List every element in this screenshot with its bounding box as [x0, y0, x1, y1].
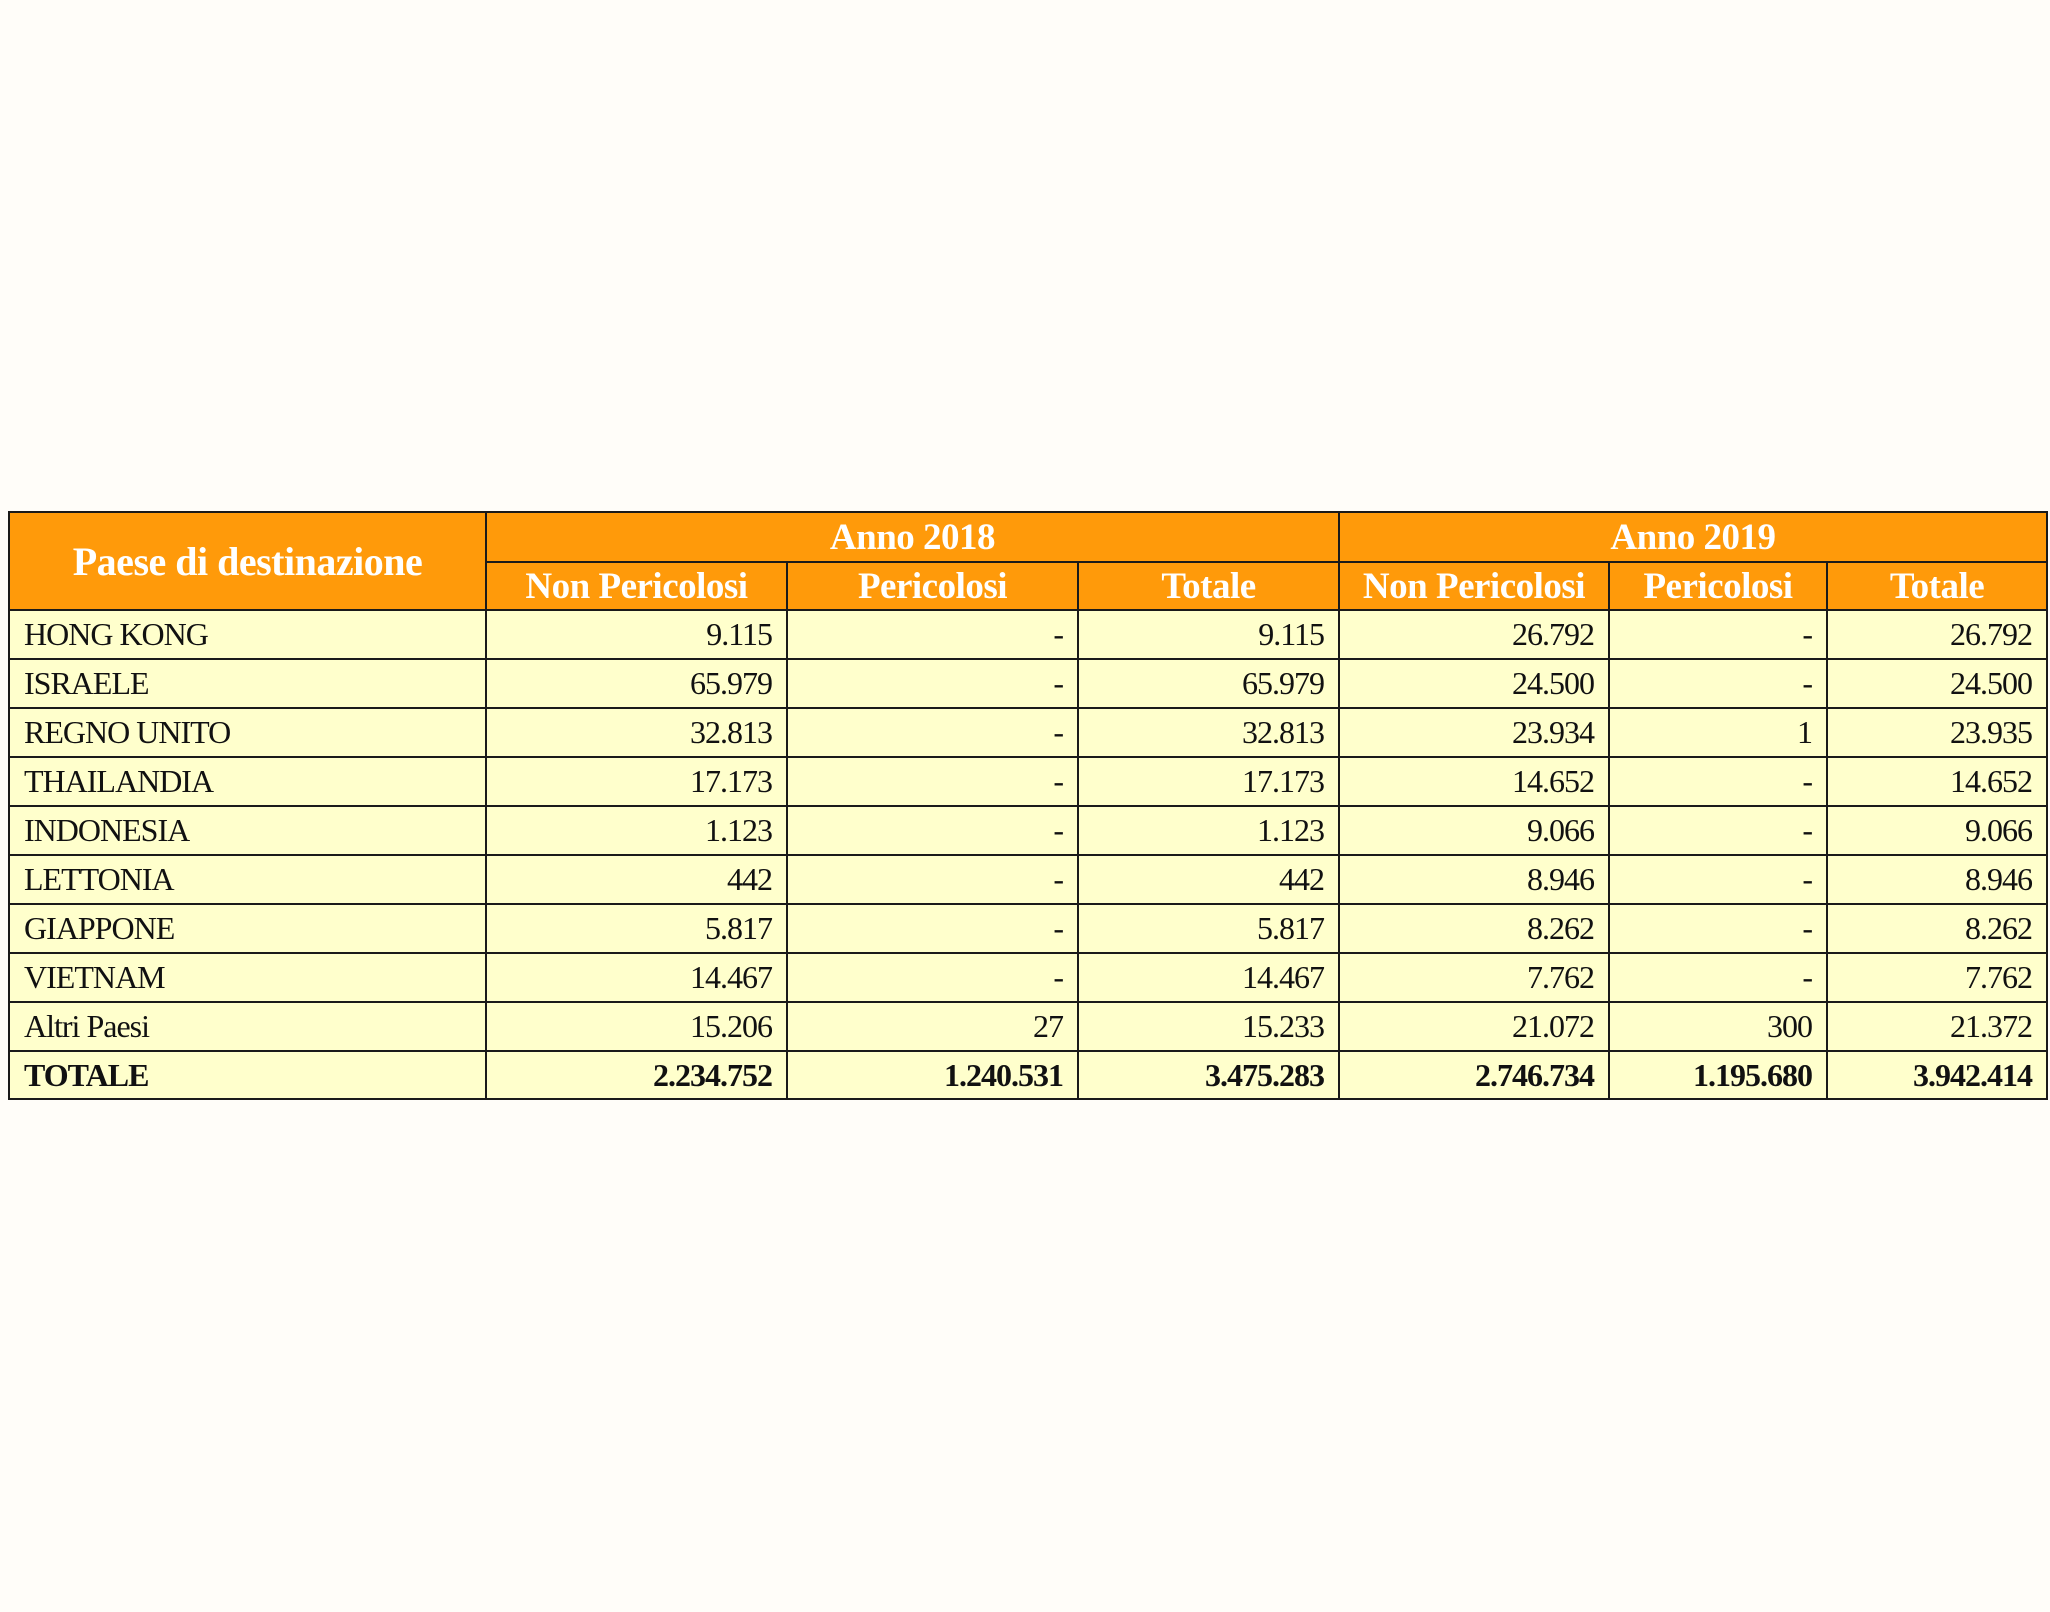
value-cell: - — [1609, 610, 1827, 659]
value-cell: 17.173 — [486, 757, 787, 806]
value-cell: - — [787, 708, 1078, 757]
table-row — [9, 610, 2047, 659]
value-cell: 7.762 — [1339, 953, 1609, 1002]
country-cell: ISRAELE — [9, 659, 486, 708]
header-year-row — [9, 512, 2047, 562]
value-cell: 8.262 — [1339, 904, 1609, 953]
total-value-cell: 3.475.283 — [1078, 1051, 1339, 1099]
year-2019-header: Anno 2019 — [1339, 512, 2047, 562]
table-row — [9, 1002, 2047, 1051]
table-body — [9, 610, 2047, 1099]
table-row — [9, 757, 2047, 806]
value-cell: 15.233 — [1078, 1002, 1339, 1051]
value-cell: 442 — [1078, 855, 1339, 904]
value-cell: 23.934 — [1339, 708, 1609, 757]
value-cell: - — [1609, 659, 1827, 708]
value-cell: 17.173 — [1078, 757, 1339, 806]
total-value-cell: 2.746.734 — [1339, 1051, 1609, 1099]
value-cell: 27 — [787, 1002, 1078, 1051]
table-row — [9, 708, 2047, 757]
value-cell: 8.946 — [1827, 855, 2047, 904]
value-cell: 65.979 — [1078, 659, 1339, 708]
value-cell: - — [1609, 757, 1827, 806]
table-row — [9, 806, 2047, 855]
destination-table — [8, 511, 2048, 1100]
total-value-cell: 2.234.752 — [486, 1051, 787, 1099]
value-cell: - — [1609, 904, 1827, 953]
table-row — [9, 855, 2047, 904]
value-cell: 21.072 — [1339, 1002, 1609, 1051]
value-cell: 442 — [486, 855, 787, 904]
value-cell: 9.115 — [1078, 610, 1339, 659]
country-cell: HONG KONG — [9, 610, 486, 659]
value-cell: 21.372 — [1827, 1002, 2047, 1051]
table-row — [9, 659, 2047, 708]
value-cell: 32.813 — [486, 708, 787, 757]
value-cell: - — [787, 904, 1078, 953]
value-cell: - — [787, 659, 1078, 708]
col-2019-pericolosi: Pericolosi — [1609, 562, 1827, 610]
value-cell: - — [1609, 855, 1827, 904]
table-row — [9, 953, 2047, 1002]
value-cell: 9.066 — [1827, 806, 2047, 855]
country-header: Paese di destinazione — [9, 512, 486, 610]
value-cell: - — [787, 757, 1078, 806]
value-cell: 65.979 — [486, 659, 787, 708]
value-cell: 9.115 — [486, 610, 787, 659]
value-cell: 24.500 — [1827, 659, 2047, 708]
value-cell: 15.206 — [486, 1002, 787, 1051]
value-cell: - — [787, 610, 1078, 659]
value-cell: 24.500 — [1339, 659, 1609, 708]
value-cell: 32.813 — [1078, 708, 1339, 757]
country-cell: REGNO UNITO — [9, 708, 486, 757]
value-cell: 5.817 — [1078, 904, 1339, 953]
year-2018-header: Anno 2018 — [486, 512, 1339, 562]
value-cell: 26.792 — [1827, 610, 2047, 659]
col-2018-totale: Totale — [1078, 562, 1339, 610]
data-table-container — [8, 511, 2046, 1100]
table-row — [9, 904, 2047, 953]
value-cell: 8.946 — [1339, 855, 1609, 904]
value-cell: 14.652 — [1339, 757, 1609, 806]
total-label-cell: TOTALE — [9, 1051, 486, 1099]
col-2018-pericolosi: Pericolosi — [787, 562, 1078, 610]
value-cell: 1 — [1609, 708, 1827, 757]
value-cell: - — [787, 806, 1078, 855]
value-cell: - — [787, 855, 1078, 904]
value-cell: - — [1609, 806, 1827, 855]
total-row — [9, 1051, 2047, 1099]
country-cell: LETTONIA — [9, 855, 486, 904]
country-cell: VIETNAM — [9, 953, 486, 1002]
value-cell: 9.066 — [1339, 806, 1609, 855]
value-cell: - — [787, 953, 1078, 1002]
value-cell: 7.762 — [1827, 953, 2047, 1002]
value-cell: 300 — [1609, 1002, 1827, 1051]
value-cell: 14.467 — [486, 953, 787, 1002]
country-cell: GIAPPONE — [9, 904, 486, 953]
value-cell: 1.123 — [486, 806, 787, 855]
country-cell: INDONESIA — [9, 806, 486, 855]
country-cell: Altri Paesi — [9, 1002, 486, 1051]
value-cell: 8.262 — [1827, 904, 2047, 953]
value-cell: 14.467 — [1078, 953, 1339, 1002]
col-2018-non-pericolosi: Non Pericolosi — [486, 562, 787, 610]
value-cell: 1.123 — [1078, 806, 1339, 855]
total-value-cell: 1.195.680 — [1609, 1051, 1827, 1099]
col-2019-non-pericolosi: Non Pericolosi — [1339, 562, 1609, 610]
country-cell: THAILANDIA — [9, 757, 486, 806]
total-value-cell: 1.240.531 — [787, 1051, 1078, 1099]
value-cell: - — [1609, 953, 1827, 1002]
value-cell: 23.935 — [1827, 708, 2047, 757]
total-value-cell: 3.942.414 — [1827, 1051, 2047, 1099]
value-cell: 26.792 — [1339, 610, 1609, 659]
value-cell: 14.652 — [1827, 757, 2047, 806]
value-cell: 5.817 — [486, 904, 787, 953]
col-2019-totale: Totale — [1827, 562, 2047, 610]
